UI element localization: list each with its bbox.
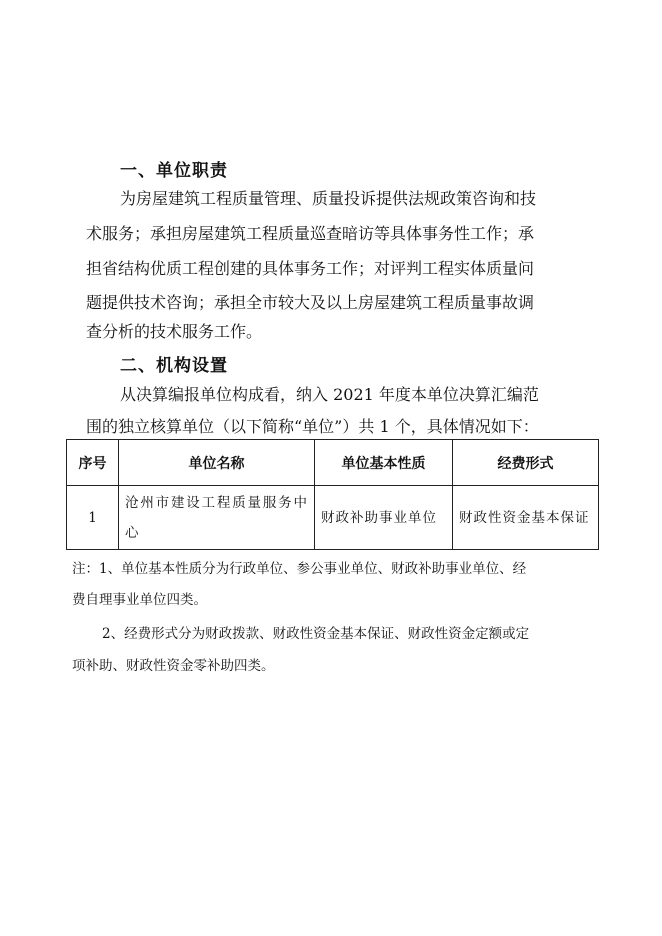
section1-line-1: 为房屋建筑工程质量管理、质量投诉提供法规政策咨询和技 bbox=[120, 189, 537, 208]
table-header-row bbox=[67, 440, 599, 486]
cell-unit-nature bbox=[315, 486, 453, 550]
note-line-4: 项补助、财政性资金零补助四类。 bbox=[72, 658, 275, 674]
unit-table bbox=[66, 439, 599, 550]
cell-unit-name bbox=[119, 486, 315, 550]
header-funding-form: 经费形式 bbox=[453, 440, 599, 486]
header-unit-nature: 单位基本性质 bbox=[315, 440, 453, 486]
cell-funding-form bbox=[453, 486, 599, 550]
note-line-2: 费自理事业单位四类。 bbox=[72, 592, 207, 608]
section1-heading: 一、单位职责 bbox=[120, 161, 228, 181]
header-unit-name: 单位名称 bbox=[119, 440, 315, 486]
section1-line-2: 术服务；承担房屋建筑工程质量巡查暗访等具体事务性工作；承 bbox=[86, 224, 535, 243]
cell-unit-name-text: 沧州市建设工程质量服务中心 bbox=[125, 494, 308, 541]
note-line-3: 2、经费形式分为财政拨款、财政性资金基本保证、财政性资金定额或定 bbox=[102, 626, 530, 642]
section1-line-4: 题提供技术咨询；承担全市较大及以上房屋建筑工程质量事故调 bbox=[86, 293, 535, 312]
cell-index: 1 bbox=[67, 486, 119, 550]
section2-line-1: 从决算编报单位构成看，纳入 2021 年度本单位决算汇编范 bbox=[120, 385, 539, 404]
table-row bbox=[67, 486, 599, 550]
section2-line-2: 围的独立核算单位（以下简称“单位”）共 1 个，具体情况如下： bbox=[86, 417, 539, 436]
cell-funding-form-text: 财政性资金基本保证 bbox=[459, 509, 590, 526]
section2-heading: 二、机构设置 bbox=[120, 356, 228, 376]
cell-unit-nature-text: 财政补助事业单位 bbox=[321, 509, 437, 526]
section1-line-5: 查分析的技术服务工作。 bbox=[86, 322, 263, 341]
section1-line-3: 担省结构优质工程创建的具体事务工作；对评判工程实体质量问 bbox=[86, 259, 535, 278]
header-index: 序号 bbox=[67, 440, 119, 486]
note-line-1: 注：1、单位基本性质分为行政单位、参公事业单位、财政补助事业单位、经 bbox=[72, 561, 527, 577]
